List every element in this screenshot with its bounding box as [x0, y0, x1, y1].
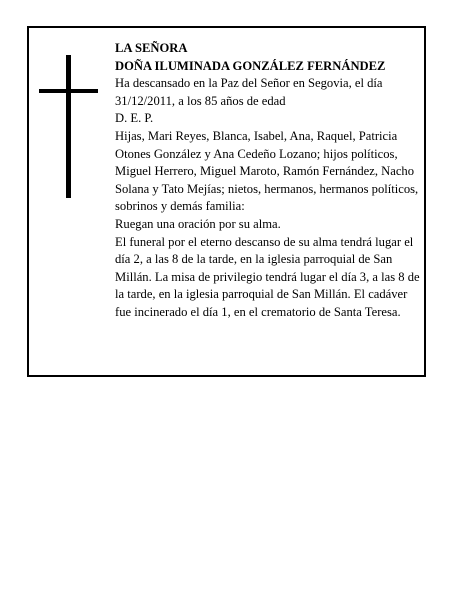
death-statement: Ha descansado en la Paz del Señor en Segovia, el día 31/12/2011, a los 85 años de edad — [115, 76, 383, 108]
deceased-name: DOÑA ILUMINADA GONZÁLEZ FERNÁNDEZ — [115, 58, 386, 73]
service-details: El funeral por el eterno descanso de su alma tendrá lugar el día 2, a las 8 de la tarde, en la iglesia parroquial de San Millán. La misa de privilegio tendrá lugar el día 3, a las 8 de la tarde, en la iglesia parroquial de San Millán. El cadáver fue incinerado el día 1, en el crematorio de Santa Teresa. — [115, 234, 420, 319]
family-list: Hijas, Mari Reyes, Blanca, Isabel, Ana, Raquel, Patricia Otones González y Ana Cedeño Lozano; hijos políticos, Miguel Herrero, Miguel Maroto, Ramón Fernández, Nacho Solana y Tato Mejías; nietos, hermanos, hermanos políticos, sobrinos y demás familia: — [115, 128, 419, 214]
rip-text: D. E. P. — [115, 111, 154, 126]
notice-title: LA SEÑORA — [115, 41, 188, 55]
cross-icon — [39, 55, 99, 200]
notice-text — [115, 40, 423, 322]
obituary-notice — [27, 26, 426, 377]
prayer-request: Ruegan una oración por su alma. — [115, 216, 281, 231]
cross-horizontal-bar — [39, 89, 98, 93]
cross-vertical-bar — [66, 55, 71, 198]
